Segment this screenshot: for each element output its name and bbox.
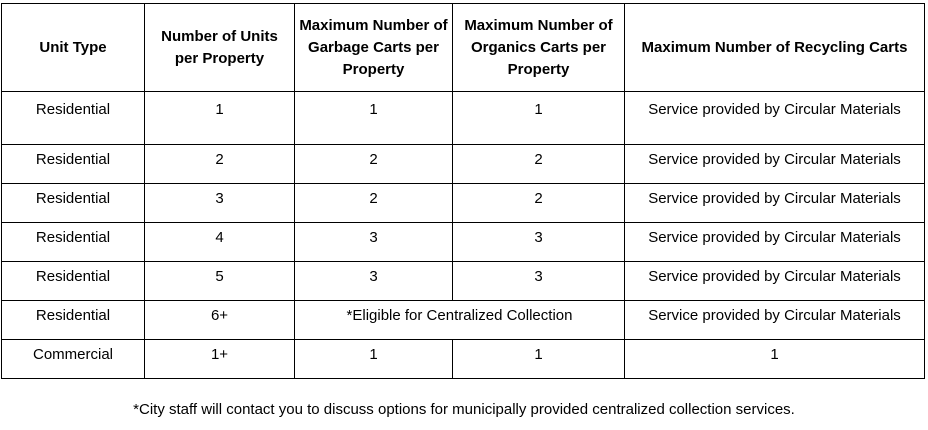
cell-units: 2 xyxy=(145,145,295,184)
cart-limits-table xyxy=(1,3,925,379)
table-row xyxy=(2,262,925,301)
cell-garbage: 3 xyxy=(295,262,453,301)
footnote: *City staff will contact you to discuss options for municipally provided centralized collection services. xyxy=(133,401,795,418)
cell-units: 1+ xyxy=(145,340,295,379)
table-row xyxy=(2,184,925,223)
cell-organics: 3 xyxy=(453,262,625,301)
header-row xyxy=(2,4,925,92)
header-unit-type: Unit Type xyxy=(2,4,145,92)
cell-recycling: Service provided by Circular Materials xyxy=(625,301,925,340)
table-row xyxy=(2,145,925,184)
cell-unit-type: Residential xyxy=(2,145,145,184)
cell-units: 3 xyxy=(145,184,295,223)
cell-recycling: Service provided by Circular Materials xyxy=(625,145,925,184)
table-row xyxy=(2,92,925,145)
header-number-of-units: Number of Units per Property xyxy=(145,4,295,92)
cell-units: 6+ xyxy=(145,301,295,340)
cell-organics: 2 xyxy=(453,184,625,223)
cell-units: 4 xyxy=(145,223,295,262)
table-row xyxy=(2,223,925,262)
cell-organics: 1 xyxy=(453,92,625,145)
cell-unit-type: Residential xyxy=(2,262,145,301)
header-max-garbage-carts: Maximum Number of Garbage Carts per Property xyxy=(295,4,453,92)
cell-garbage: 2 xyxy=(295,145,453,184)
cell-recycling: 1 xyxy=(625,340,925,379)
cell-recycling: Service provided by Circular Materials xyxy=(625,184,925,223)
cell-garbage: 1 xyxy=(295,92,453,145)
cell-unit-type: Residential xyxy=(2,92,145,145)
cell-garbage: 1 xyxy=(295,340,453,379)
table-row xyxy=(2,301,925,340)
cell-unit-type: Commercial xyxy=(2,340,145,379)
cell-units: 5 xyxy=(145,262,295,301)
cell-recycling: Service provided by Circular Materials xyxy=(625,223,925,262)
cell-unit-type: Residential xyxy=(2,301,145,340)
cell-garbage: 3 xyxy=(295,223,453,262)
cell-centralized-collection-note: *Eligible for Centralized Collection xyxy=(295,301,625,340)
cell-unit-type: Residential xyxy=(2,223,145,262)
cell-unit-type: Residential xyxy=(2,184,145,223)
cell-organics: 1 xyxy=(453,340,625,379)
cell-recycling: Service provided by Circular Materials xyxy=(625,262,925,301)
cell-garbage: 2 xyxy=(295,184,453,223)
table-row xyxy=(2,340,925,379)
cell-organics: 3 xyxy=(453,223,625,262)
cell-units: 1 xyxy=(145,92,295,145)
cell-organics: 2 xyxy=(453,145,625,184)
cell-recycling: Service provided by Circular Materials xyxy=(625,92,925,145)
header-max-organics-carts: Maximum Number of Organics Carts per Property xyxy=(453,4,625,92)
header-max-recycling-carts: Maximum Number of Recycling Carts xyxy=(625,4,925,92)
